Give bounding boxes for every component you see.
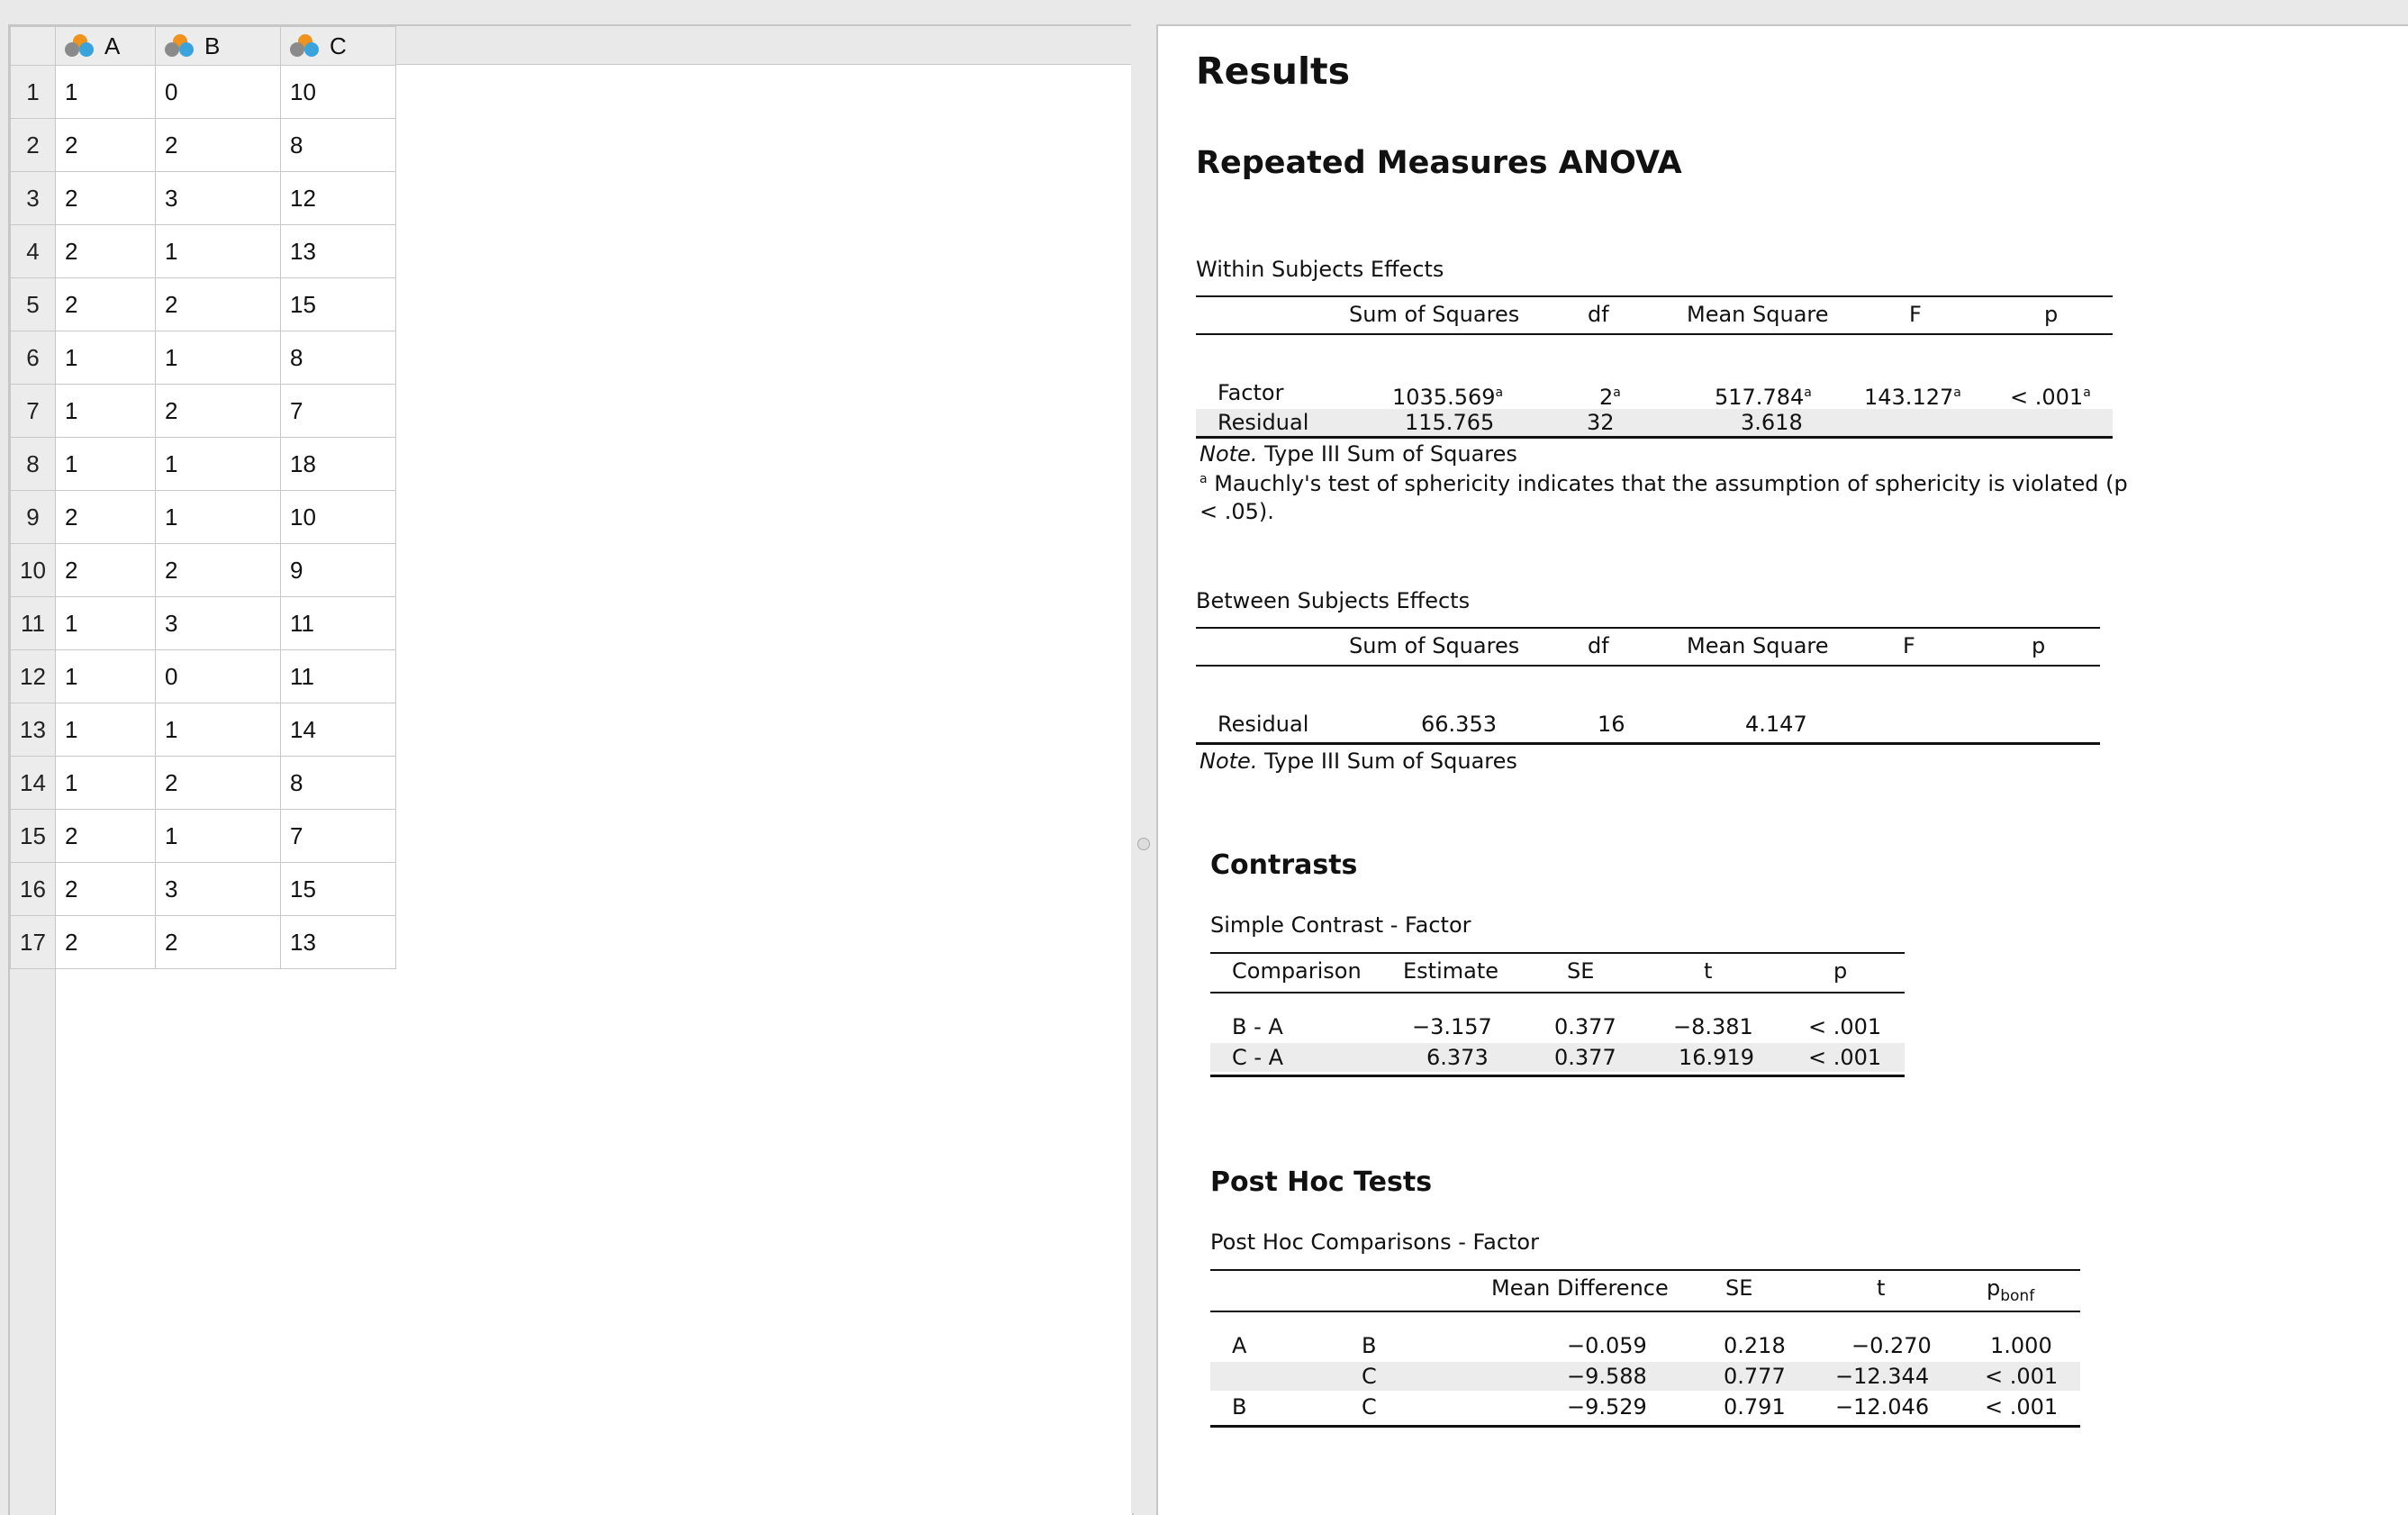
column-header: SE (1567, 958, 1595, 984)
table-rule (1196, 665, 2100, 667)
cell-t: 16.919 (1679, 1045, 1754, 1070)
column-name: C (330, 32, 347, 59)
column-header: df (1588, 633, 1609, 658)
column-header: SE (1725, 1275, 1753, 1301)
row-number[interactable]: 16 (11, 863, 56, 916)
row-number[interactable]: 14 (11, 757, 56, 810)
within-subjects-table (1196, 295, 2113, 435)
cell-c[interactable]: 9 (281, 544, 396, 597)
cell-b[interactable]: 1 (156, 331, 281, 385)
sphericity-footnote-cont: < .05). (1199, 499, 1274, 524)
cell-se: 0.377 (1554, 1045, 1616, 1070)
contrast-caption: Simple Contrast - Factor (1210, 912, 1471, 938)
cell-a[interactable]: 1 (56, 331, 156, 385)
column-header: t (1704, 958, 1713, 984)
data-grid-table[interactable] (10, 26, 396, 969)
row-number[interactable]: 12 (11, 650, 56, 703)
cell-se: 0.791 (1724, 1394, 1786, 1420)
column-header: Mean Square (1687, 633, 1829, 658)
grid-row[interactable] (11, 172, 396, 225)
column-name: A (104, 32, 121, 59)
row-label: Residual (1218, 712, 1309, 737)
post-hoc-caption: Post Hoc Comparisons - Factor (1210, 1229, 1539, 1255)
cell-ss: 115.765 (1405, 410, 1495, 435)
row-number[interactable]: 4 (11, 225, 56, 278)
table-rule (1210, 1311, 2080, 1312)
row-label: Residual (1218, 410, 1309, 435)
row-number[interactable]: 11 (11, 597, 56, 650)
grid-row[interactable] (11, 757, 396, 810)
cell-a[interactable]: 2 (56, 172, 156, 225)
cell-p: < .001 (1808, 1014, 1882, 1039)
grid-row[interactable] (11, 650, 396, 703)
table-rule (1210, 1269, 2080, 1271)
column-header: F (1909, 302, 1922, 327)
cell-ms: 4.147 (1745, 712, 1807, 737)
cell-b[interactable]: 0 (156, 650, 281, 703)
column-header: t (1877, 1275, 1886, 1301)
cell-c[interactable]: 12 (281, 172, 396, 225)
column-header-c[interactable] (281, 27, 396, 66)
row-number[interactable]: 7 (11, 385, 56, 438)
between-note: Note. Type III Sum of Squares (1199, 748, 1517, 774)
cell-a[interactable]: 1 (56, 66, 156, 119)
cell-a[interactable]: 2 (56, 491, 156, 544)
table-rule (1210, 1075, 1905, 1077)
cell-a[interactable]: 2 (56, 225, 156, 278)
cell-c[interactable]: 15 (281, 278, 396, 331)
cell-estimate: 6.373 (1426, 1045, 1489, 1070)
row-number[interactable]: 17 (11, 916, 56, 969)
post-hoc-table (1210, 1269, 2080, 1436)
column-header: Comparison (1232, 958, 1362, 984)
post-hoc-title: Post Hoc Tests (1210, 1166, 1433, 1198)
sphericity-footnote: $^a$ Mauchly's test of sphericity indicates that the assumption of sphericity is violated (p (1199, 471, 2128, 496)
splitter-handle-icon[interactable] (1137, 838, 1150, 850)
column-header: Sum of Squares (1349, 633, 1520, 658)
cell-b[interactable]: 3 (156, 597, 281, 650)
row-number[interactable]: 6 (11, 331, 56, 385)
within-subjects-caption: Within Subjects Effects (1196, 257, 1444, 282)
cell-f: 143.127$^a$ (1864, 385, 1961, 410)
row-label: Factor (1218, 380, 1284, 405)
cell-b[interactable]: 1 (156, 225, 281, 278)
cell-b[interactable]: 2 (156, 119, 281, 172)
cell-df: 16 (1598, 712, 1625, 737)
pane-splitter[interactable] (1131, 24, 1156, 1513)
cell-b[interactable]: 1 (156, 703, 281, 757)
row-number[interactable]: 9 (11, 491, 56, 544)
cell-a[interactable]: 1 (56, 385, 156, 438)
cell-c[interactable]: 13 (281, 916, 396, 969)
grid-row[interactable] (11, 331, 396, 385)
cell-group-2: B (1362, 1333, 1377, 1358)
cell-c[interactable]: 10 (281, 491, 396, 544)
grid-row[interactable] (11, 491, 396, 544)
cell-ms: 517.784$^a$ (1715, 385, 1812, 410)
table-rule (1210, 1425, 2080, 1428)
results-title: Results (1196, 50, 1351, 93)
row-shade (1196, 409, 2113, 436)
row-number[interactable]: 10 (11, 544, 56, 597)
cell-group-2: C (1362, 1394, 1377, 1420)
cell-group-1: B (1232, 1394, 1247, 1420)
cell-df: 32 (1587, 410, 1615, 435)
contrasts-table (1210, 952, 1905, 1083)
table-rule (1196, 295, 2113, 297)
within-note: Note. Type III Sum of Squares (1199, 441, 1517, 467)
cell-se: 0.218 (1724, 1333, 1786, 1358)
cell-a[interactable]: 2 (56, 278, 156, 331)
nominal-variable-icon (165, 34, 195, 58)
cell-comparison: B - A (1232, 1014, 1283, 1039)
nominal-variable-icon (290, 34, 321, 58)
cell-b[interactable]: 1 (156, 810, 281, 863)
nominal-variable-icon (65, 34, 95, 58)
column-header: p (2044, 302, 2059, 327)
column-header-b[interactable] (156, 27, 281, 66)
row-number[interactable]: 5 (11, 278, 56, 331)
corner-cell[interactable] (11, 27, 56, 66)
column-header-pbonf: $p_{bonf}$ (1987, 1275, 2035, 1305)
cell-c[interactable]: 8 (281, 331, 396, 385)
cell-b[interactable]: 3 (156, 863, 281, 916)
cell-b[interactable]: 0 (156, 66, 281, 119)
cell-b[interactable]: 1 (156, 438, 281, 491)
cell-a[interactable]: 2 (56, 916, 156, 969)
grid-row[interactable] (11, 810, 396, 863)
data-spreadsheet[interactable] (8, 24, 1134, 1515)
cell-a[interactable]: 2 (56, 810, 156, 863)
row-number[interactable]: 3 (11, 172, 56, 225)
row-number[interactable]: 13 (11, 703, 56, 757)
cell-p: < .001$^a$ (2010, 385, 2091, 410)
cell-p: 1.000 (1990, 1333, 2052, 1358)
cell-ss: 1035.569$^a$ (1392, 385, 1504, 410)
grid-row[interactable] (11, 863, 396, 916)
table-rule (1196, 333, 2113, 335)
grid-row[interactable] (11, 119, 396, 172)
cell-c[interactable]: 18 (281, 438, 396, 491)
cell-a[interactable]: 1 (56, 650, 156, 703)
cell-c[interactable]: 8 (281, 119, 396, 172)
cell-b[interactable]: 3 (156, 172, 281, 225)
cell-t: −12.344 (1835, 1364, 1930, 1389)
cell-comparison: C - A (1232, 1045, 1284, 1070)
grid-row[interactable] (11, 544, 396, 597)
cell-c[interactable]: 8 (281, 757, 396, 810)
cell-a[interactable]: 2 (56, 863, 156, 916)
cell-mean-diff: −9.588 (1567, 1364, 1647, 1389)
row-number[interactable]: 1 (11, 66, 56, 119)
cell-c[interactable]: 10 (281, 66, 396, 119)
cell-c[interactable]: 7 (281, 810, 396, 863)
column-header: Mean Square (1687, 302, 1829, 327)
cell-a[interactable]: 1 (56, 438, 156, 491)
grid-row[interactable] (11, 278, 396, 331)
grid-row[interactable] (11, 438, 396, 491)
cell-b[interactable]: 2 (156, 278, 281, 331)
column-header: Estimate (1403, 958, 1499, 984)
grid-row[interactable] (11, 916, 396, 969)
cell-p: < .001 (1808, 1045, 1882, 1070)
grid-row[interactable] (11, 703, 396, 757)
cell-a[interactable]: 2 (56, 544, 156, 597)
cell-p: < .001 (1985, 1394, 2059, 1420)
cell-ss: 66.353 (1421, 712, 1497, 737)
cell-df: 2$^a$ (1599, 385, 1621, 410)
column-header: p (1833, 958, 1848, 984)
cell-se: 0.777 (1724, 1364, 1786, 1389)
results-panel (1156, 24, 2408, 1515)
row-number[interactable]: 8 (11, 438, 56, 491)
cell-estimate: −3.157 (1412, 1014, 1492, 1039)
cell-mean-diff: −9.529 (1567, 1394, 1647, 1420)
cell-p: < .001 (1985, 1364, 2059, 1389)
cell-a[interactable]: 2 (56, 119, 156, 172)
cell-b[interactable]: 1 (156, 491, 281, 544)
cell-c[interactable]: 11 (281, 650, 396, 703)
cell-group-2: C (1362, 1364, 1377, 1389)
cell-c[interactable]: 11 (281, 597, 396, 650)
cell-c[interactable]: 15 (281, 863, 396, 916)
cell-c[interactable]: 13 (281, 225, 396, 278)
contrasts-title: Contrasts (1210, 849, 1358, 881)
cell-se: 0.377 (1554, 1014, 1616, 1039)
table-rule (1210, 952, 1905, 954)
grid-row[interactable] (11, 385, 396, 438)
cell-b[interactable]: 2 (156, 544, 281, 597)
column-header: p (2032, 633, 2046, 658)
grid-row[interactable] (11, 66, 396, 119)
cell-b[interactable]: 2 (156, 385, 281, 438)
column-name: B (204, 32, 221, 59)
cell-ms: 3.618 (1741, 410, 1803, 435)
cell-t: −8.381 (1673, 1014, 1753, 1039)
between-subjects-table (1196, 627, 2100, 748)
table-rule (1196, 436, 2113, 439)
column-header: Mean Difference (1491, 1275, 1669, 1301)
cell-group-1: A (1232, 1333, 1247, 1358)
row-number[interactable]: 2 (11, 119, 56, 172)
cell-a[interactable]: 1 (56, 597, 156, 650)
row-number[interactable]: 15 (11, 810, 56, 863)
cell-t: −0.270 (1851, 1333, 1932, 1358)
cell-c[interactable]: 14 (281, 703, 396, 757)
cell-a[interactable]: 1 (56, 703, 156, 757)
between-subjects-caption: Between Subjects Effects (1196, 588, 1471, 613)
table-rule (1196, 742, 2100, 745)
cell-b[interactable]: 2 (156, 916, 281, 969)
table-rule (1196, 627, 2100, 629)
column-header: F (1903, 633, 1915, 658)
cell-c[interactable]: 7 (281, 385, 396, 438)
table-rule (1210, 992, 1905, 993)
grid-row[interactable] (11, 225, 396, 278)
cell-b[interactable]: 2 (156, 757, 281, 810)
grid-row[interactable] (11, 597, 396, 650)
column-header: df (1588, 302, 1609, 327)
column-header: Sum of Squares (1349, 302, 1520, 327)
cell-a[interactable]: 1 (56, 757, 156, 810)
column-header-a[interactable] (56, 27, 156, 66)
cell-t: −12.046 (1835, 1394, 1930, 1420)
cell-mean-diff: −0.059 (1567, 1333, 1647, 1358)
anova-title: Repeated Measures ANOVA (1196, 145, 1682, 181)
